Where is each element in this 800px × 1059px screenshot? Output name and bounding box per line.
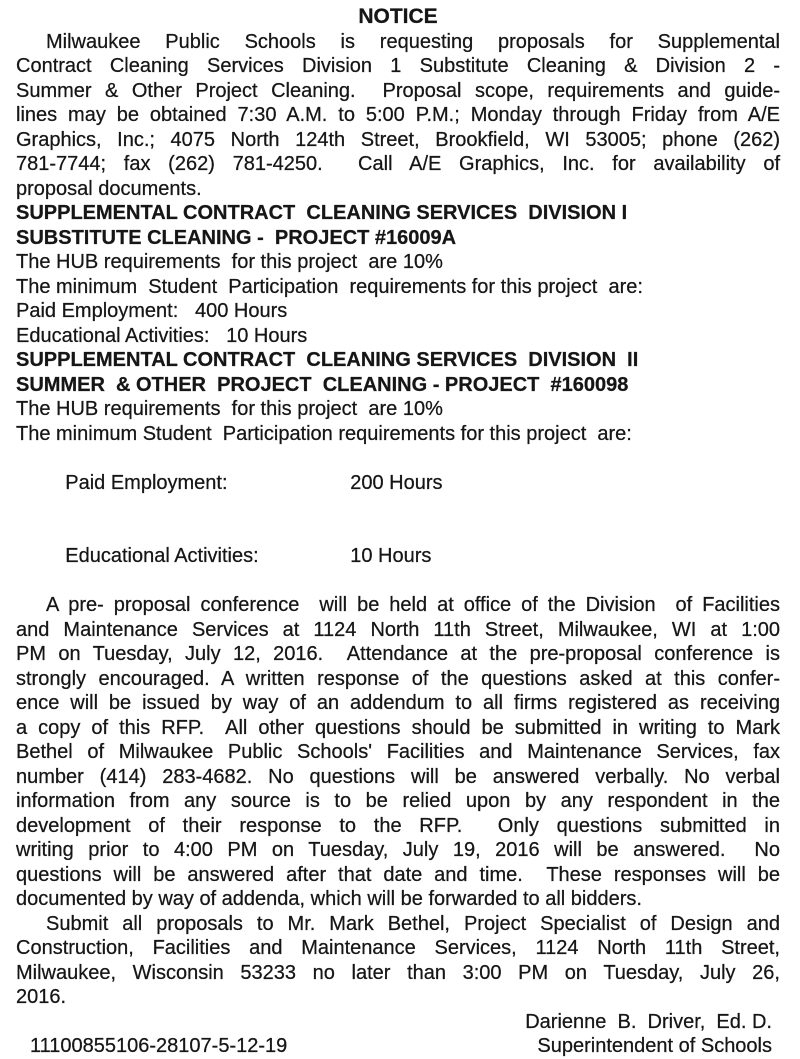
conference-line: documented by way of addenda, which will be forwarded to all bidders. <box>16 888 642 910</box>
division1-hub-line: The HUB requirements for this project are 10% <box>16 251 443 273</box>
notice-title: NOTICE <box>358 5 438 28</box>
conference-line: questions will be answered after that date and time. These responses will be <box>16 863 780 886</box>
educational-activities-value: 10 Hours <box>350 545 432 567</box>
intro-line: Graphics, Inc.; 4075 North 124th Street, Brookfield, WI 53005; phone (262) <box>16 128 780 151</box>
division1-heading-line2: SUBSTITUTE CLEANING - PROJECT #16009A <box>16 226 457 249</box>
paid-employment-value: 200 Hours <box>350 471 443 494</box>
signature-name: Darienne B. Driver, Ed. D. <box>525 1010 772 1033</box>
division2-paid-employment-row <box>16 446 780 520</box>
conference-line: information from any source is to be relied upon by any respondent in the <box>16 790 780 812</box>
division1-paid-employment-line: Paid Employment: 400 Hours <box>16 300 288 322</box>
conference-line: ence will be issued by way of an addendum to all firms registered as receiving <box>16 692 780 714</box>
signature-title: Superintendent of Schools <box>537 1035 772 1057</box>
footer-code: 11100855106-28107-5-12-19 <box>30 1035 288 1057</box>
intro-line: Contract Cleaning Services Division 1 Substitute Cleaning & Division 2 - <box>16 55 780 77</box>
division2-educational-row <box>16 520 780 594</box>
conference-line: development of their response to the RFP. Only questions submitted in <box>16 814 780 837</box>
division2-participation-line: The minimum Student Participation requirements for this project are: <box>16 422 632 445</box>
division1-educational-line: Educational Activities: 10 Hours <box>16 324 308 347</box>
paid-employment-label: Paid Employment: <box>65 471 228 494</box>
division1-heading-line1: SUPPLEMENTAL CONTRACT CLEANING SERVICES DIVISION I <box>16 202 628 224</box>
conference-line: A pre- proposal conference will be held at office of the Division of Facilities <box>46 594 780 616</box>
submission-line: Construction, Facilities and Maintenance Services, 1124 North 11th Street, <box>16 937 780 959</box>
division1-participation-line: The minimum Student Participation requirements for this project are: <box>16 275 643 298</box>
educational-activities-label: Educational Activities: <box>65 545 259 567</box>
division2-hub-line: The HUB requirements for this project are 10% <box>16 398 443 420</box>
footer-row <box>16 1034 780 1059</box>
conference-line: a copy of this RFP. All other questions should be submitted in writing to Mark <box>16 716 780 739</box>
submission-line: Submit all proposals to Mr. Mark Bethel, Project Specialist of Design and <box>46 912 780 935</box>
intro-line: 781-7744; fax (262) 781-4250. Call A/E Graphics, Inc. for availability of <box>16 153 780 175</box>
conference-line: PM on Tuesday, July 12, 2016. Attendance at the pre-proposal conference is <box>16 643 780 665</box>
conference-line: Bethel of Milwaukee Public Schools' Facilities and Maintenance Services, fax <box>16 741 780 763</box>
intro-line: Summer & Other Project Cleaning. Proposal scope, requirements and guide- <box>16 79 780 102</box>
conference-line: number (414) 283-4682. No questions will be answered verbally. No verbal <box>16 765 780 788</box>
intro-line: proposal documents. <box>16 177 202 200</box>
intro-line: lines may be obtained 7:30 A.M. to 5:00 P.M.; Monday through Friday from A/E <box>16 104 780 126</box>
conference-line: strongly encouraged. A written response of the questions asked at this confer- <box>16 667 780 690</box>
conference-line: and Maintenance Services at 1124 North 11th Street, Milwaukee, WI at 1:00 <box>16 618 780 641</box>
division2-heading-line1: SUPPLEMENTAL CONTRACT CLEANING SERVICES DIVISION II <box>16 349 639 371</box>
division2-heading-line2: SUMMER & OTHER PROJECT CLEANING - PROJECT #160098 <box>16 373 629 396</box>
conference-line: writing prior to 4:00 PM on Tuesday, July 19, 2016 will be answered. No <box>16 839 780 861</box>
submission-line: 2016. <box>16 986 67 1008</box>
intro-line: Milwaukee Public Schools is requesting proposals for Supplemental <box>46 30 780 53</box>
submission-line: Milwaukee, Wisconsin 53233 no later than 3:00 PM on Tuesday, July 26, <box>16 961 780 984</box>
